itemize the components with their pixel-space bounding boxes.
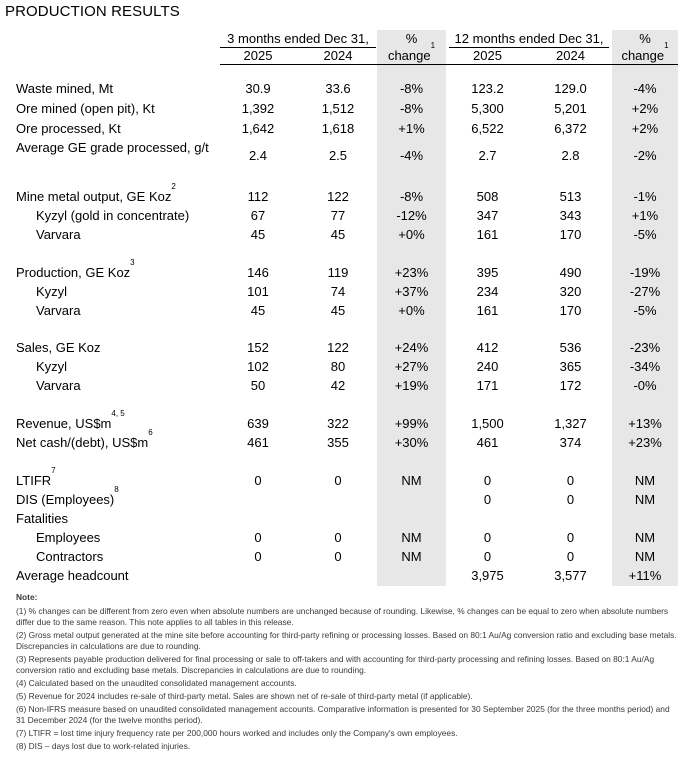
row-label: Revenue, $US\$m^{4, 5}$ bbox=[16, 409, 125, 431]
value-2024-12m: 490 bbox=[559, 265, 582, 280]
value-2024-12m: 0 bbox=[566, 530, 575, 545]
change-3m: -8% bbox=[399, 81, 424, 96]
change-12m: -0% bbox=[633, 378, 657, 393]
change-12m: -1% bbox=[633, 189, 657, 204]
change-12m: -5% bbox=[633, 303, 657, 318]
value-2025-12m: 508 bbox=[476, 189, 499, 204]
value-2024-3m: 74 bbox=[330, 284, 346, 299]
header-2025-3m: 2025 bbox=[243, 48, 273, 63]
change-3m: +37% bbox=[394, 284, 429, 299]
value-2024-3m: 119 bbox=[327, 265, 349, 280]
note-1: (1) % changes can be different from zero even when absolute numbers are unchanged because of rounding. Likewise, % changes can be equal to zero when absolute numbers differ due to the same reason. This note applies to all tables in this release. bbox=[16, 606, 669, 627]
header-change-3m: change$^1$ bbox=[387, 41, 436, 63]
row-label: Contractors bbox=[36, 549, 104, 564]
change-12m: +2% bbox=[631, 101, 659, 116]
value-2024-12m: 365 bbox=[559, 359, 582, 374]
change-3m: NM bbox=[401, 473, 422, 488]
value-2025-12m: 240 bbox=[476, 359, 499, 374]
value-2024-12m: 170 bbox=[559, 303, 582, 318]
row-label: Net cash/(debt), $US\$m^6$ bbox=[16, 428, 153, 450]
header-2024-3m: 2024 bbox=[323, 48, 353, 63]
change-12m: -4% bbox=[633, 81, 657, 96]
value-2025-3m: 45 bbox=[250, 303, 266, 318]
row-label: Employees bbox=[36, 530, 101, 545]
value-2024-12m: 2.8 bbox=[561, 148, 580, 163]
value-2024-3m: 1,512 bbox=[321, 101, 355, 116]
value-2024-12m: 374 bbox=[559, 435, 582, 450]
change-12m: NM bbox=[634, 549, 656, 564]
value-2025-3m: 0 bbox=[254, 473, 262, 488]
header-bottom-rule bbox=[220, 64, 678, 65]
row-label: Kyzyl (gold in concentrate) bbox=[36, 208, 190, 223]
value-2025-3m: 0 bbox=[254, 549, 262, 564]
value-2025-3m: 152 bbox=[247, 340, 269, 355]
value-2025-12m: 347 bbox=[476, 208, 499, 223]
change-12m: NM bbox=[634, 530, 656, 545]
value-2025-12m: 0 bbox=[483, 549, 492, 564]
value-2025-12m: 161 bbox=[476, 227, 499, 242]
value-2025-12m: 412 bbox=[476, 340, 499, 355]
header-2024-12m: 2024 bbox=[556, 48, 585, 63]
page-title: PRODUCTION RESULTS bbox=[5, 3, 180, 20]
change-3m: +0% bbox=[398, 303, 425, 318]
value-2024-12m: 1,327 bbox=[554, 416, 587, 431]
change-3m: +19% bbox=[394, 378, 429, 393]
row-label: Production, GE Koz$^3$ bbox=[16, 258, 135, 280]
change-12m: +1% bbox=[631, 208, 659, 223]
change-3m: +23% bbox=[394, 265, 429, 280]
header-3m-group: 3 months ended Dec 31, bbox=[227, 31, 369, 46]
change-12m: -34% bbox=[629, 359, 661, 374]
change-12m: -5% bbox=[633, 227, 657, 242]
value-2024-12m: 320 bbox=[559, 284, 582, 299]
header-12m-group: 12 months ended Dec 31, bbox=[454, 31, 604, 46]
header-change-12m: change$^1$ bbox=[621, 41, 669, 63]
note-3: (3) Represents payable production delivered for final processing or sale to off-takers and with accounting for third-party processing and refining losses. Based on 80:1 Au/Ag conversion ratio and excluding base metals. Discrepancies in calculations are due to rounding. bbox=[16, 654, 655, 675]
value-2024-3m: 122 bbox=[327, 189, 349, 204]
value-2024-12m: 0 bbox=[566, 492, 575, 507]
value-2024-3m: 122 bbox=[327, 340, 349, 355]
value-2024-3m: 42 bbox=[330, 378, 346, 393]
change-3m: -8% bbox=[399, 189, 424, 204]
value-2024-3m: 1,618 bbox=[321, 121, 355, 136]
change-12m: +2% bbox=[631, 121, 659, 136]
row-label: Fatalities bbox=[16, 511, 69, 526]
value-2024-12m: 172 bbox=[559, 378, 582, 393]
row-label: DIS (Employees)$^8$ bbox=[16, 485, 119, 507]
note-6: (6) Non-IFRS measure based on unaudited consolidated management accounts. Comparative information is presented for 30 September 2025 (for the three months period) and 31 December 2024 (for the twelve months period). bbox=[16, 704, 670, 725]
row-label: Varvara bbox=[36, 303, 81, 318]
value-2025-3m: 45 bbox=[250, 227, 266, 242]
change-3m: -12% bbox=[396, 208, 427, 223]
note-8: (8) DIS – days lost due to work-related injuries. bbox=[16, 741, 191, 751]
header-2025-12m: 2025 bbox=[473, 48, 502, 63]
note-7: (7) LTIFR = lost time injury frequency rate per 200,000 hours worked and includes only the Company's own employees. bbox=[16, 728, 458, 738]
value-2025-12m: 0 bbox=[483, 473, 492, 488]
note-5: (5) Revenue for 2024 includes re-sale of third-party metal. Sales are shown net of re-sale of third-party metal (if applicable). bbox=[16, 691, 473, 701]
value-2025-12m: 3,975 bbox=[471, 568, 504, 583]
value-2025-12m: 5,300 bbox=[471, 101, 504, 116]
row-label: Kyzyl bbox=[36, 284, 68, 299]
header-pct-3m: % bbox=[405, 31, 418, 46]
row-label: Ore processed, Kt bbox=[16, 121, 121, 136]
value-2025-3m: 30.9 bbox=[245, 81, 271, 96]
value-2025-3m: 2.4 bbox=[248, 148, 268, 163]
value-2025-12m: 461 bbox=[476, 435, 499, 450]
value-2025-3m: 639 bbox=[247, 416, 269, 431]
row-label: LTIFR$^7$ bbox=[16, 466, 56, 488]
value-2024-12m: 129.0 bbox=[554, 81, 587, 96]
change-3m: NM bbox=[401, 530, 422, 545]
value-2025-12m: 0 bbox=[483, 530, 492, 545]
value-2024-12m: 536 bbox=[559, 340, 582, 355]
value-2024-3m: 2.5 bbox=[328, 148, 348, 163]
change-3m: +30% bbox=[394, 435, 429, 450]
row-label: Ore mined (open pit), Kt bbox=[16, 101, 155, 116]
value-2024-12m: 0 bbox=[566, 473, 575, 488]
change-12m: -2% bbox=[633, 148, 657, 163]
value-2024-3m: 77 bbox=[330, 208, 346, 223]
row-label: Waste mined, Mt bbox=[16, 81, 114, 96]
change-12m: NM bbox=[634, 492, 656, 507]
change-12m: +11% bbox=[628, 568, 662, 583]
value-2025-3m: 146 bbox=[247, 265, 269, 280]
value-2025-3m: 461 bbox=[247, 435, 269, 450]
value-2024-12m: 513 bbox=[559, 189, 582, 204]
change-12m: NM bbox=[634, 473, 656, 488]
change-3m: +99% bbox=[394, 416, 429, 431]
value-2025-12m: 6,522 bbox=[471, 121, 504, 136]
value-2025-3m: 101 bbox=[247, 284, 269, 299]
change-12m: +13% bbox=[628, 416, 662, 431]
value-2024-12m: 5,201 bbox=[554, 101, 587, 116]
value-2024-3m: 0 bbox=[334, 530, 342, 545]
value-2025-12m: 161 bbox=[476, 303, 499, 318]
value-2024-12m: 3,577 bbox=[554, 568, 587, 583]
value-2024-12m: 0 bbox=[566, 549, 575, 564]
row-label: Average GE grade processed, g/t bbox=[16, 140, 209, 155]
value-2025-3m: 0 bbox=[254, 530, 262, 545]
value-2025-12m: 123.2 bbox=[471, 81, 504, 96]
value-2024-12m: 6,372 bbox=[554, 121, 587, 136]
value-2024-3m: 322 bbox=[327, 416, 349, 431]
value-2025-3m: 1,642 bbox=[241, 121, 275, 136]
value-2025-3m: 112 bbox=[247, 189, 269, 204]
value-2025-12m: 171 bbox=[476, 378, 499, 393]
row-label: Varvara bbox=[36, 227, 81, 242]
header-pct-12m: % bbox=[639, 31, 651, 46]
value-2024-12m: 170 bbox=[559, 227, 582, 242]
row-label: Kyzyl bbox=[36, 359, 68, 374]
change-3m: -8% bbox=[399, 101, 424, 116]
value-2025-12m: 1,500 bbox=[471, 416, 504, 431]
change-3m: +0% bbox=[398, 227, 425, 242]
value-2024-3m: 80 bbox=[330, 359, 346, 374]
row-label: Mine metal output, GE Koz$^2$ bbox=[16, 182, 176, 204]
row-label: Average headcount bbox=[16, 568, 129, 583]
change-12m: -19% bbox=[629, 265, 661, 280]
value-2024-3m: 0 bbox=[334, 549, 342, 564]
value-2025-12m: 2.7 bbox=[478, 148, 497, 163]
row-label: Sales, GE Koz bbox=[16, 340, 101, 355]
change-12m: -23% bbox=[629, 340, 661, 355]
value-2025-12m: 0 bbox=[483, 492, 492, 507]
value-2025-3m: 50 bbox=[250, 378, 266, 393]
change-3m: -4% bbox=[399, 148, 424, 163]
change-3m: NM bbox=[401, 549, 422, 564]
change-3m: +1% bbox=[398, 121, 425, 136]
change-12m: +23% bbox=[628, 435, 662, 450]
value-2024-12m: 343 bbox=[559, 208, 582, 223]
value-2025-3m: 67 bbox=[250, 208, 266, 223]
value-2024-3m: 33.6 bbox=[325, 81, 351, 96]
value-2024-3m: 45 bbox=[330, 227, 346, 242]
value-2025-12m: 395 bbox=[476, 265, 499, 280]
value-2025-3m: 102 bbox=[247, 359, 269, 374]
value-2025-3m: 1,392 bbox=[241, 101, 275, 116]
value-2025-12m: 234 bbox=[476, 284, 499, 299]
note-4: (4) Calculated based on the unaudited consolidated management accounts. bbox=[16, 678, 297, 688]
row-label: Varvara bbox=[36, 378, 81, 393]
value-2024-3m: 355 bbox=[327, 435, 349, 450]
change-3m: +27% bbox=[394, 359, 429, 374]
value-2024-3m: 45 bbox=[330, 303, 346, 318]
change-12m: -27% bbox=[629, 284, 661, 299]
note-2: (2) Gross metal output generated at the mine site before accounting for third-party refining or processing losses. Based on 80:1 Au/Ag conversion ratio and excluding base metals. Discrepancies in calculations are due to rounding. bbox=[16, 630, 677, 651]
notes-section bbox=[16, 592, 678, 754]
change-3m: +24% bbox=[394, 340, 429, 355]
value-2024-3m: 0 bbox=[334, 473, 342, 488]
notes-title: Note: bbox=[16, 592, 38, 602]
